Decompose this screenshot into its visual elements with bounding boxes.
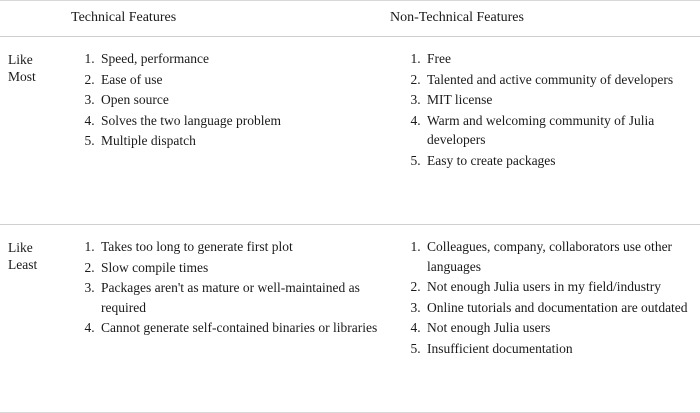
list-item: 2. Talented and active community of developers [424, 70, 690, 90]
list-item: 2. Not enough Julia users in my field/industry [424, 277, 690, 297]
list-item: 5. Insufficient documentation [424, 339, 690, 359]
list-item: 4. Not enough Julia users [424, 318, 690, 338]
row-label-line-2: Most [8, 69, 36, 84]
list-item: 3. Packages aren't as mature or well-maintained as required [98, 278, 380, 317]
header-corner-cell [0, 1, 68, 36]
list-like-least-technical [68, 237, 380, 338]
list-like-least-non-technical [390, 237, 690, 358]
cell-like-most-non-technical [390, 37, 700, 224]
list-like-most-technical [68, 49, 380, 151]
row-label-line-1: Like [8, 240, 33, 255]
header-non-technical-features: Non-Technical Features [390, 10, 524, 25]
header-technical-features: Technical Features [71, 10, 177, 25]
list-item: 5. Multiple dispatch [98, 131, 380, 151]
row-label-like-most [0, 37, 68, 224]
list-item: 1. Speed, performance [98, 49, 380, 69]
list-item: 4. Cannot generate self-contained binaries or libraries [98, 318, 380, 338]
list-item: 3. MIT license [424, 90, 690, 110]
row-label-line-2: Least [8, 257, 38, 272]
list-item: 4. Warm and welcoming community of Julia developers [424, 111, 690, 150]
cell-like-least-non-technical [390, 225, 700, 412]
cell-like-most-technical [68, 37, 390, 224]
list-item: 4. Solves the two language problem [98, 111, 380, 131]
cell-like-least-technical [68, 225, 390, 412]
list-item: 3. Online tutorials and documentation are outdated [424, 298, 690, 318]
table-header-row [0, 1, 700, 37]
table-row-like-least [0, 225, 700, 412]
list-item: 1. Colleagues, company, collaborators use other languages [424, 237, 690, 276]
row-label-line-1: Like [8, 52, 33, 67]
list-like-most-non-technical [390, 49, 690, 170]
list-item: 2. Ease of use [98, 70, 380, 90]
table-row-like-most [0, 37, 700, 225]
list-item: 5. Easy to create packages [424, 151, 690, 171]
list-item: 1. Free [424, 49, 690, 69]
list-item: 3. Open source [98, 90, 380, 110]
row-label-like-least [0, 225, 68, 412]
list-item: 2. Slow compile times [98, 258, 380, 278]
list-item: 1. Takes too long to generate first plot [98, 237, 380, 257]
